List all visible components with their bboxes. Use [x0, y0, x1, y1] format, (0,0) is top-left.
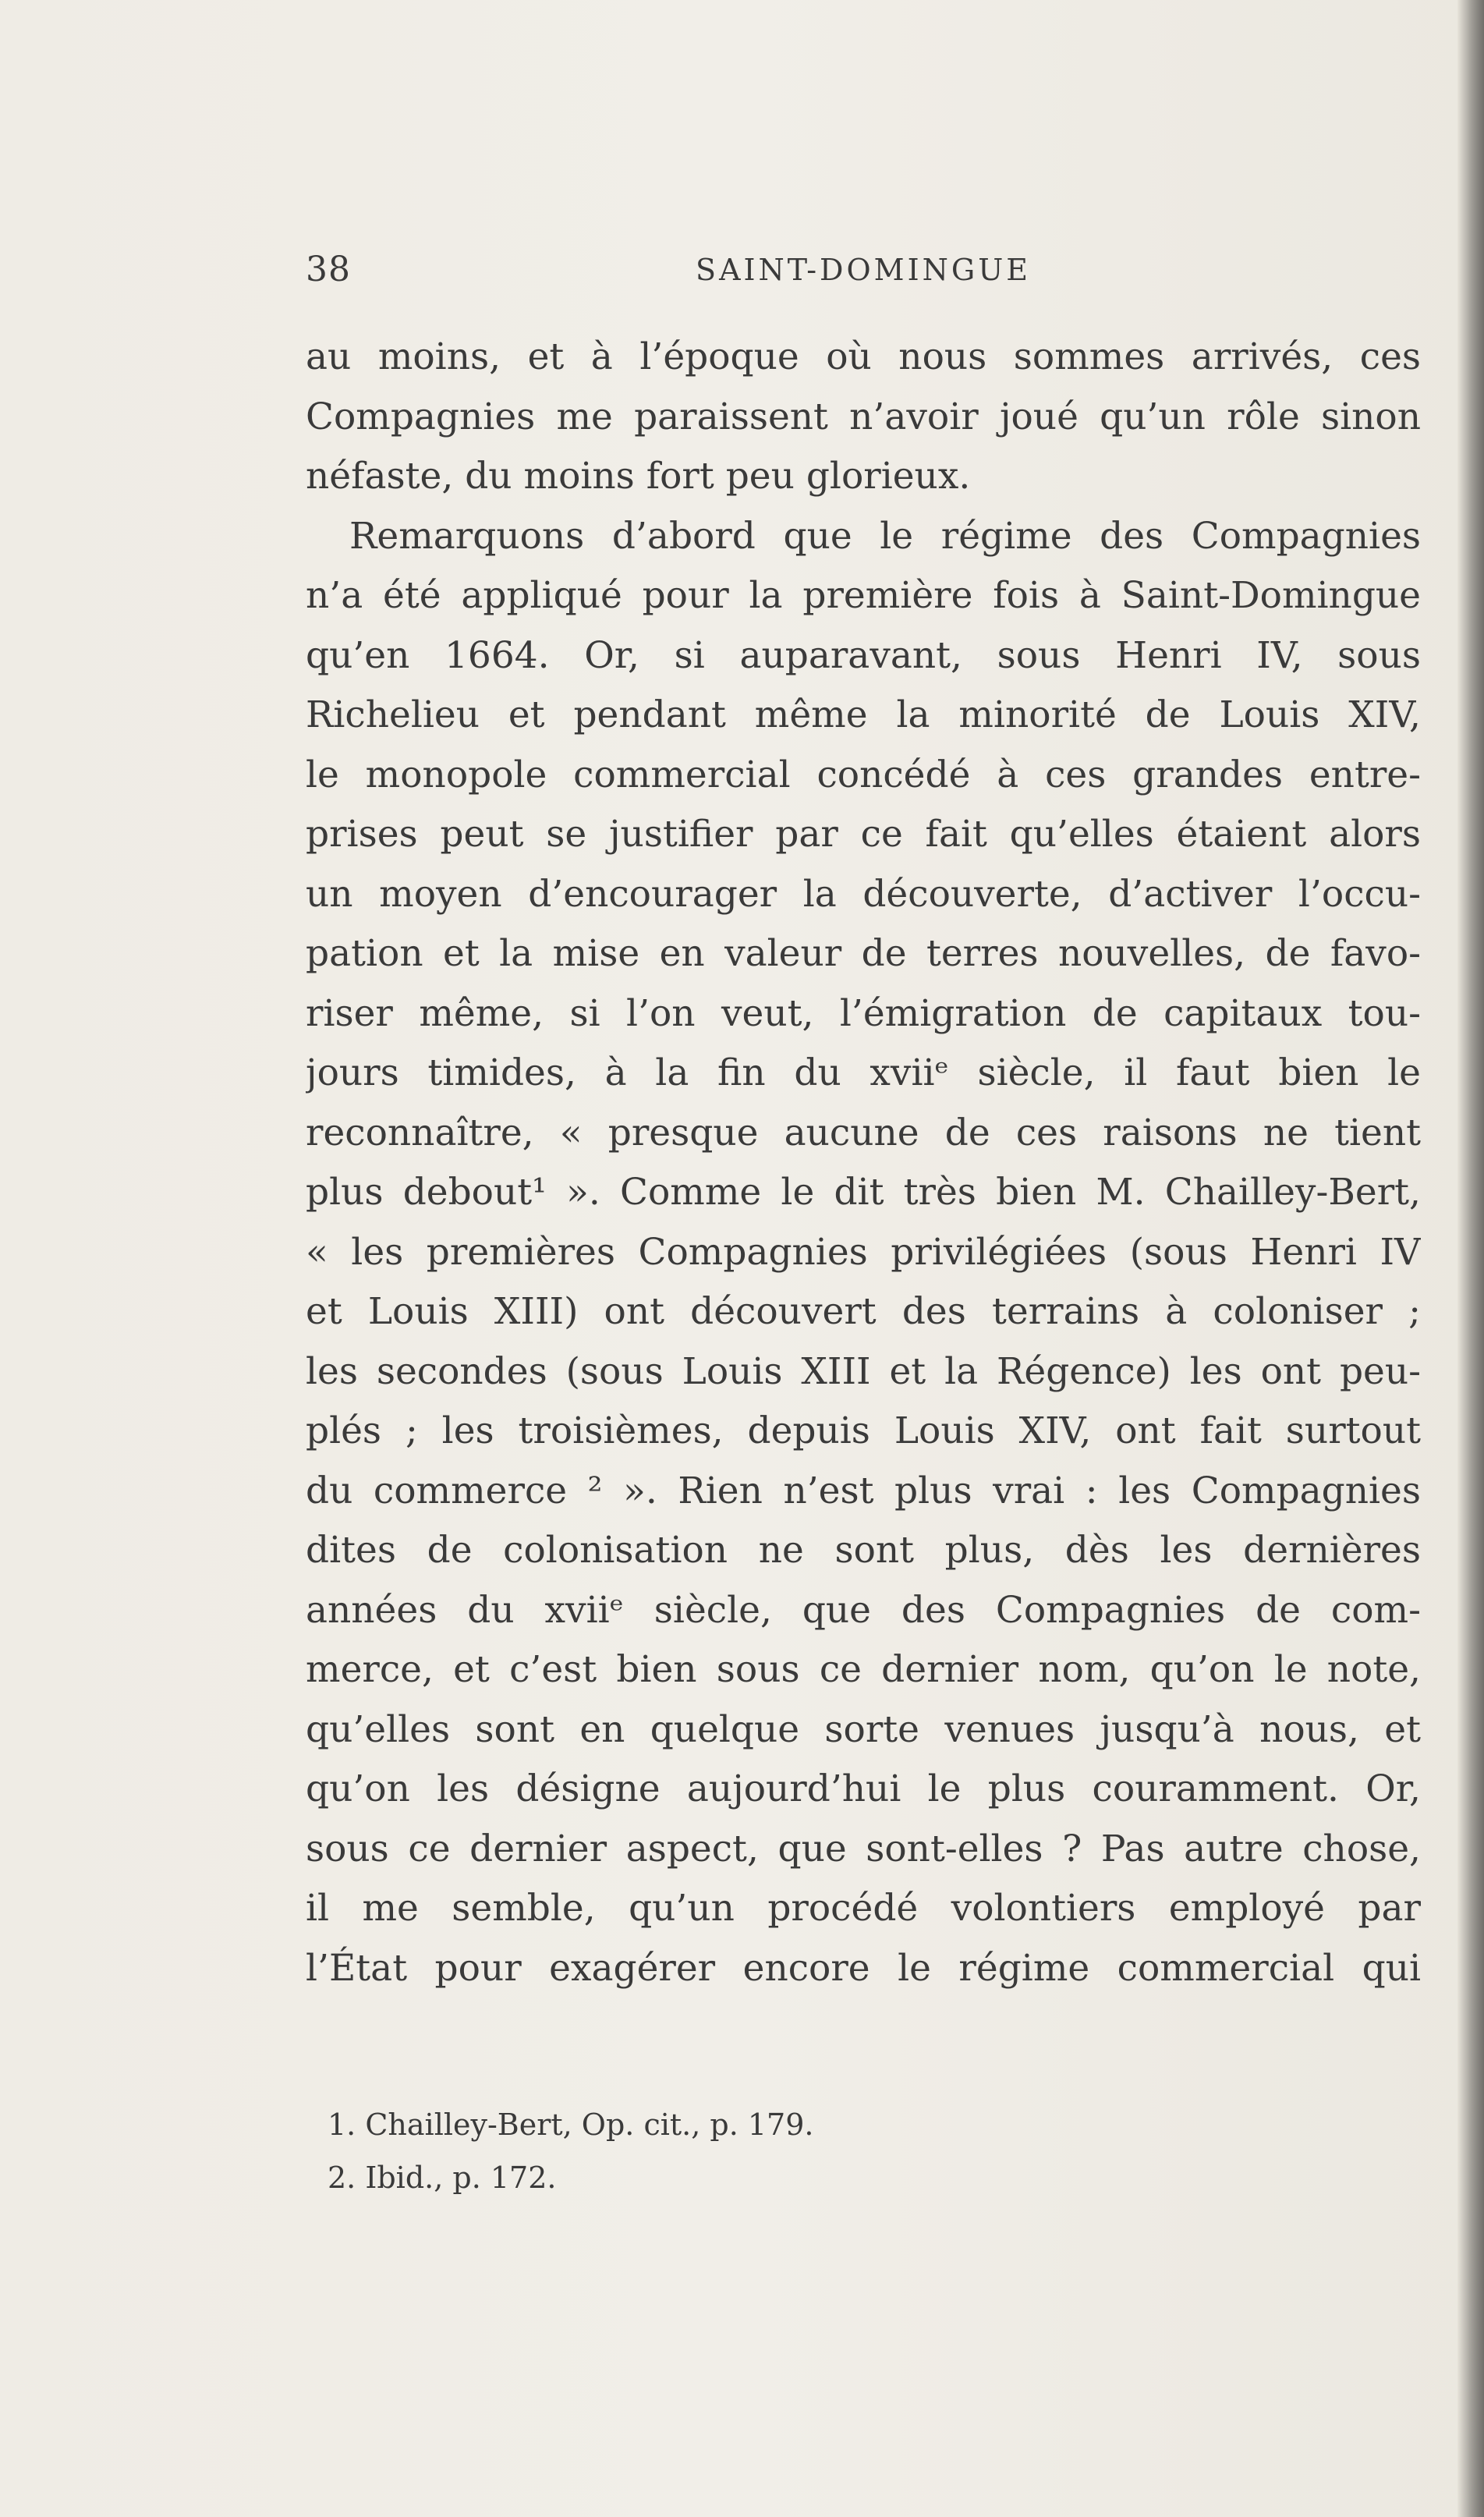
- page-header: [306, 250, 1421, 296]
- page-number: 38: [306, 250, 351, 289]
- text-line: n’a été appliqué pour la première fois à Saint-Domingue: [306, 574, 1421, 617]
- text-line: un moyen d’encourager la découverte, d’activer l’occu-: [306, 872, 1421, 916]
- body-text: [306, 328, 1421, 1998]
- text-line: reconnaître, « presque aucune de ces raisons ne tient: [306, 1111, 1421, 1154]
- text-line: merce, et c’est bien sous ce dernier nom, qu’on le note,: [306, 1648, 1421, 1691]
- text-line: riser même, si l’on veut, l’émigration de capitaux tou-: [306, 991, 1421, 1035]
- page-edge-shadow: [1457, 0, 1484, 2517]
- text-line: il me semble, qu’un procédé volontiers employé par: [306, 1887, 1421, 1930]
- text-line: qu’elles sont en quelque sorte venues jusqu’à nous, et: [306, 1707, 1421, 1751]
- text-line: qu’en 1664. Or, si auparavant, sous Henri IV, sous: [306, 633, 1421, 677]
- text-line: du commerce ² ». Rien n’est plus vrai : les Compagnies: [306, 1469, 1421, 1512]
- text-line: prises peut se justifier par ce fait qu’elles étaient alors: [306, 813, 1421, 856]
- text-line: jours timides, à la fin du xviiᵉ siècle, il faut bien le: [306, 1051, 1421, 1094]
- text-line: le monopole commercial concédé à ces grandes entre-: [306, 753, 1421, 796]
- text-line: Compagnies me paraissent n’avoir joué qu’un rôle sinon: [306, 395, 1421, 438]
- text-line: au moins, et à l’époque où nous sommes arrivés, ces: [306, 335, 1421, 378]
- text-line: pation et la mise en valeur de terres nouvelles, de favo-: [306, 932, 1421, 975]
- text-line: plus debout¹ ». Comme le dit très bien M. Chailley-Bert,: [306, 1171, 1421, 1214]
- footnote: 2. Ibid., p. 172.: [328, 2161, 557, 2195]
- text-line: les secondes (sous Louis XIII et la Régence) les ont peu-: [306, 1349, 1421, 1393]
- text-line: Remarquons d’abord que le régime des Compagnies: [349, 514, 1421, 558]
- text-line: plés ; les troisièmes, depuis Louis XIV, ont fait surtout: [306, 1409, 1421, 1452]
- text-line: et Louis XIII) ont découvert des terrains à coloniser ;: [306, 1290, 1421, 1333]
- running-title: SAINT-DOMINGUE: [696, 253, 1031, 287]
- text-line: qu’on les désigne aujourd’hui le plus couramment. Or,: [306, 1767, 1421, 1810]
- text-line: l’État pour exagérer encore le régime commercial qui: [306, 1946, 1421, 1990]
- text-line: néfaste, du moins fort peu glorieux.: [306, 455, 971, 498]
- text-line: sous ce dernier aspect, que sont-elles ? Pas autre chose,: [306, 1827, 1421, 1870]
- text-line: Richelieu et pendant même la minorité de Louis XIV,: [306, 693, 1421, 736]
- text-line: « les premières Compagnies privilégiées (sous Henri IV: [306, 1230, 1421, 1274]
- text-line: années du xviiᵉ siècle, que des Compagnies de com-: [306, 1588, 1421, 1632]
- footnote: 1. Chailley-Bert, Op. cit., p. 179.: [328, 2108, 814, 2142]
- footnotes: [328, 2098, 1263, 2204]
- text-line: dites de colonisation ne sont plus, dès les dernières: [306, 1529, 1421, 1572]
